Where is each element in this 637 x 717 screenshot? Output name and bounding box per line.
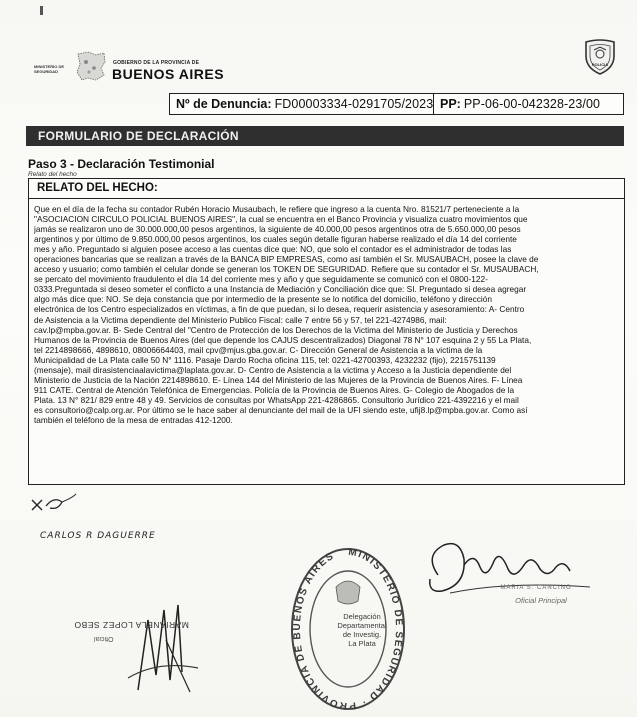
relato-line: Plata. 13 N° 821/ 829 entre 48 y 49. Servicios de consultas por WhatsApp 221-4286865. Consultorio Jurídico 221-4392216 y el mail	[34, 394, 519, 405]
stamp-line: Departamental	[337, 621, 387, 630]
relato-line: operaciones bancarias que se realizan a través de la BANCA BIP EMPRESAS, como así también el Sr. MUSAUBACH, posee la clave de	[34, 254, 539, 265]
gobierno-title: BUENOS AIRES	[112, 66, 225, 82]
denuncia-label: Nº de Denuncia:	[176, 97, 272, 111]
relato-line: acceso y usuario; como también el celular donde se generan los TOKEN DE SEGURIDAD. Refiere que su contador el Sr. MUSAUBACH,	[34, 264, 539, 275]
relato-text	[29, 199, 624, 425]
relato-line: 911 CATE. Central de Atención Telefónica de Emergencias. Policía de la Provincia de Buenos Aires. G- Colegio de Abogados de la	[34, 384, 515, 395]
province-map-icon	[74, 50, 108, 82]
relato-line: "ASOCIACION CIRCULO POLICIAL BUENOS AIRES", la cual se encuentra en el Banco Provincia y visualiza cuatro movimientos que	[34, 214, 528, 225]
relato-subtitle: Relato del hecho	[28, 171, 77, 178]
stamp-line: de Investig.	[342, 630, 382, 639]
relato-line: mes y año. Preguntado si alguien posee acceso a las cuentas dice que: NO, que solo el contador es el administrador de todas las	[34, 244, 512, 255]
ministerio-label: MINISTERIO DE SEGURIDAD	[34, 64, 65, 74]
relato-line: Humanos de la Provincia de Buenos Aires (del que depende los CAJUS descentralizados) Diagonal 78 N° 107 esquina 2 y 55 La Plata,	[34, 334, 532, 345]
denuncia-value: FD00003334-0291705/2023	[274, 97, 434, 111]
form-title-bar: FORMULARIO DE DECLARACIÓN	[26, 126, 624, 146]
rotated-name: MARIANELA LOPEZ SEBO	[74, 620, 189, 630]
gobierno-small-label: GOBIERNO DE LA PROVINCIA DE	[113, 60, 200, 66]
stamp-line: Delegación	[343, 612, 381, 621]
pp-label: PP:	[440, 97, 461, 111]
rotated-title: Oficial	[94, 635, 114, 642]
relato-line: se percato del movimiento fraudulento el día 14 del corriente mes y año y que seguidamente se comunicó con el 0800-122-	[34, 274, 488, 285]
policia-shield-icon	[580, 38, 620, 76]
stamp-center-text	[327, 612, 397, 648]
relato-line: (mensaje), mail dirasistenciaalavictima@laplata.gov.ar. D- Centro de Asistencia a la victima y Acceso a la Justicia dependiente del	[34, 364, 512, 375]
relato-line: de Asistencia a la Victima dependiente del Ministerio Publico Fiscal: calle 7 entre 56 y 57, tel 221-4274986, mail:	[34, 314, 447, 325]
relato-line: cav.lp@mpba.gov.ar. B- Sede Central del "Centro de Protección de los Derechos de la Victima del Ministerio de Justicia y Derechos	[34, 324, 518, 335]
policia-label: POLICIA	[591, 62, 609, 67]
relato-line: tel 2214898666, 4898610, 08006664403, mail cpv@mjus.gba.gov.ar. C- Dirección General de Asistencia a la victima de la	[34, 344, 483, 355]
relato-line: algo más dice que: NO. Se deja constancia que por intermedio de la presente se lo notifica del domicilio, teléfono y dirección	[34, 294, 492, 305]
relato-heading: RELATO DEL HECHO:	[29, 179, 624, 199]
relato-line: Municipalidad de La Plata calle 50 N° 1116. Pasaje Dardo Rocha oficina 115, tel: 0221-42700393, 4232232 (fijo), 2215751139	[34, 354, 496, 365]
relato-line: Ministerio de Justicia de la Nación 2214898610. E- Línea 144 del Ministerio de las Mujeres de la Provincia de Buenos Aires. F- Línea	[34, 374, 523, 385]
relato-box	[28, 178, 625, 485]
signature-right-icon	[420, 535, 600, 605]
relato-line: argentinos y por último de 9.850.000,00 pesos argentinos, los cuales según detalle figuran haberse realizado el día 14 del corriente	[34, 234, 517, 245]
paso-heading: Paso 3 - Declaración Testimonial	[28, 157, 215, 171]
denuncia-bar	[169, 93, 624, 115]
pp-value: PP-06-00-042328-23/00	[463, 97, 601, 111]
relato-line: es consultorio@calp.org.ar. Por último se le hace saber al denunciante del mail de la UFI siendo este, ufij8.lp@mpba.gov.ar. Como así	[34, 404, 528, 415]
rotated-signature-block	[74, 608, 234, 668]
pp-cell	[434, 94, 600, 114]
handwritten-mark-icon	[28, 488, 88, 518]
relato-line: jamás se realizaron uno de 30.000.000,00 pesos argentinos, la siguiente de 40.000,00 pesos argentinos otra de 5.650.000,00 pesos	[34, 224, 521, 235]
corner-mark	[40, 6, 43, 15]
handwritten-name: CARLOS R DAGUERRE	[40, 531, 156, 541]
denuncia-number-cell	[170, 94, 434, 114]
stamp-line: La Plata	[348, 639, 376, 648]
relato-line: 0333.Preguntada si deseo someter el conflicto a una Instancia de Mediación y Conciliación dice que: SI. Preguntado si desea agregar	[34, 284, 527, 295]
relato-line: también el teléfono de la mesa de entradas 412-1200.	[34, 414, 233, 425]
right-caption-title: Oficial Principal	[515, 596, 567, 605]
stamp-ring-path: MINISTERIO DE SEGURIDAD · PROVINCIA DE BUENOS AIRES	[291, 546, 404, 712]
right-caption: MARIA S. CANCINO	[500, 585, 572, 591]
relato-line: electrónica de los Centro especializados en víctimas, a fin de que puedan, si lo desea, requerir asistencia y asesoramiento: A- Centro	[34, 304, 525, 315]
relato-line: Que en el día de la fecha su contador Rubén Horacio Musaubach, le refiere que ingreso a la cuenta Nro. 81521/7 perteneciente a la	[34, 204, 520, 214]
